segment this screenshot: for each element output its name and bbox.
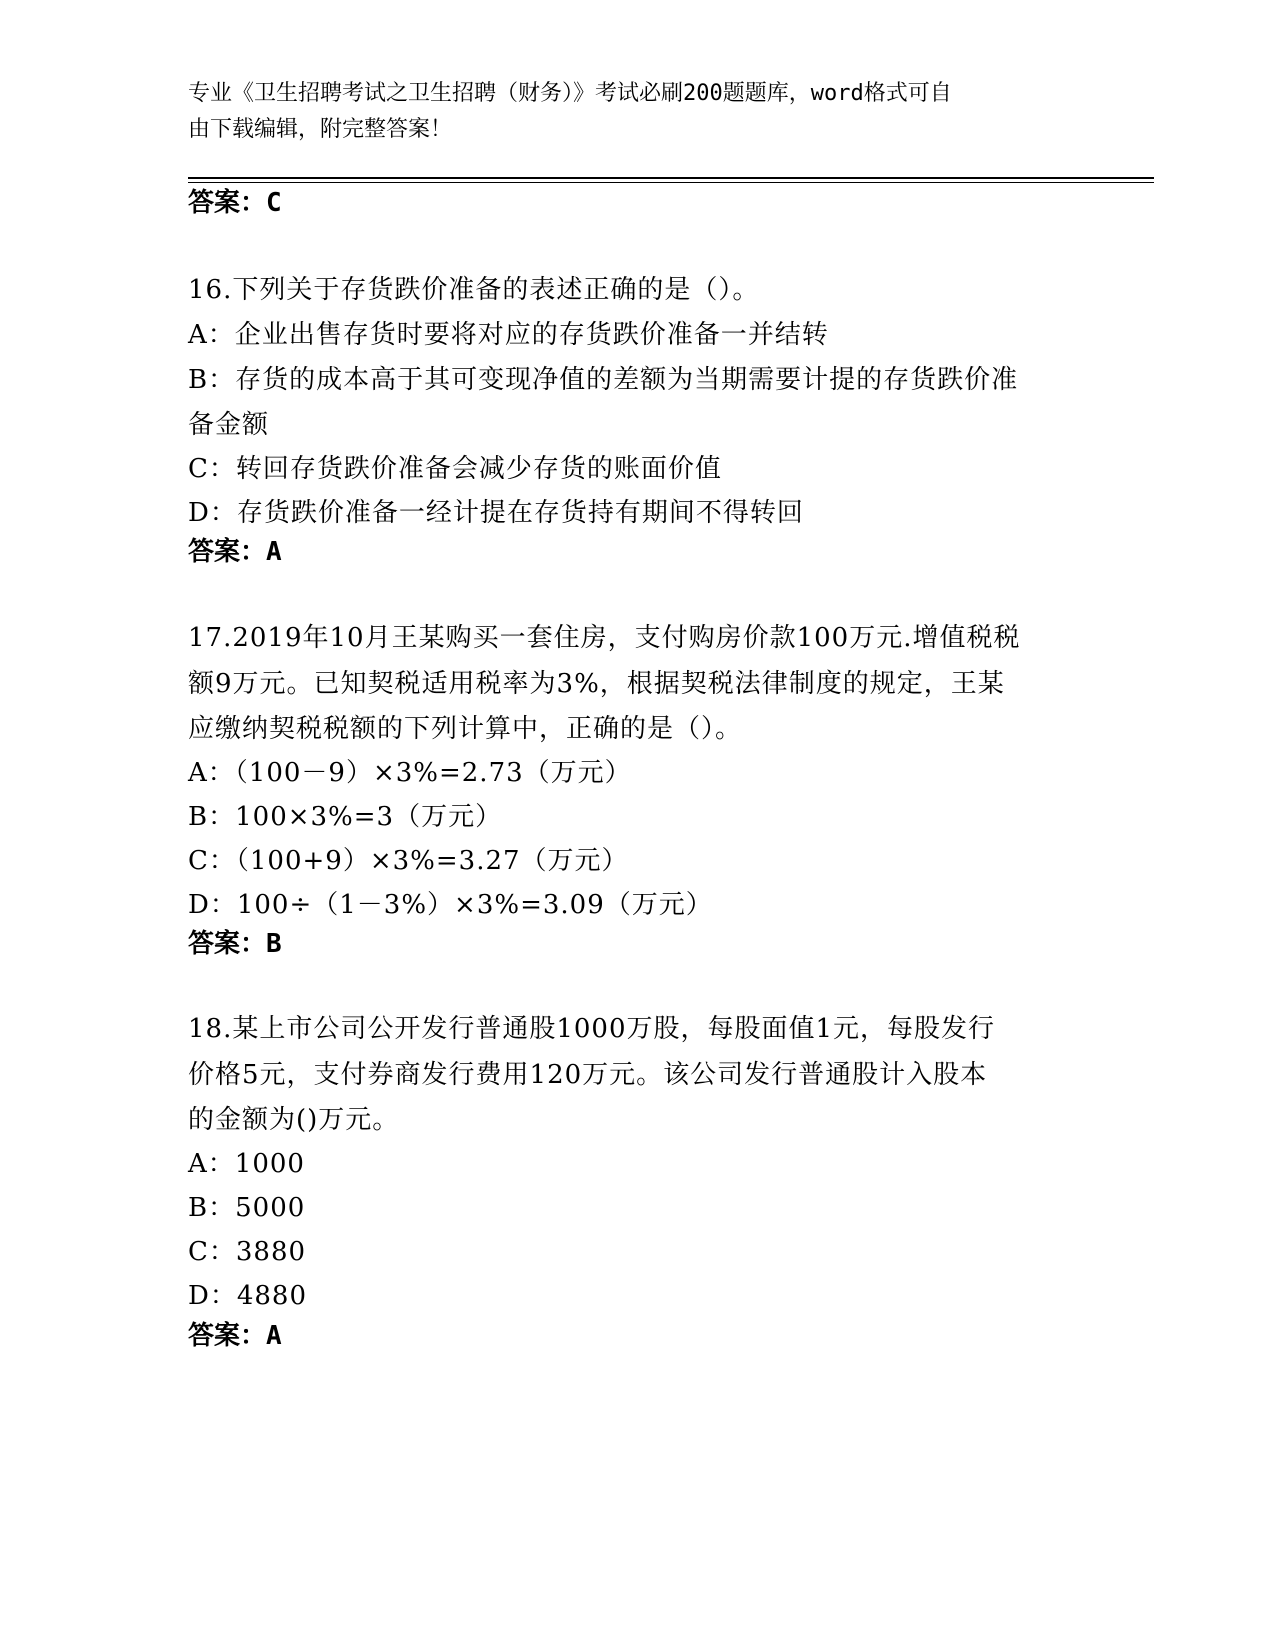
question-17	[188, 615, 1088, 927]
question-stem-line-2: 价格5元，支付券商发行费用120万元。该公司发行普通股计入股本	[188, 1060, 988, 1090]
option-b: B：存货的成本高于其可变现净值的差额为当期需要计提的存货跌价准	[188, 365, 1019, 395]
option-b-continued: 备金额	[188, 410, 270, 440]
question-18	[188, 1006, 1088, 1318]
question-stem-line-1: 18.某上市公司公开发行普通股1000万股，每股面值1元，每股发行	[188, 1014, 996, 1044]
option-c: C：转回存货跌价准备会减少存货的账面价值	[188, 454, 722, 484]
option-d: D：4880	[188, 1281, 308, 1311]
question-stem-line-3: 应缴纳契税税额的下列计算中，正确的是（）。	[188, 714, 743, 744]
question-16	[188, 267, 1088, 535]
answer-16: 答案：A	[188, 537, 282, 567]
document-header	[188, 76, 1068, 148]
question-stem-line-3: 的金额为()万元。	[188, 1105, 400, 1135]
answer-17: 答案：B	[188, 929, 282, 959]
question-stem: 16.下列关于存货跌价准备的表述正确的是（）。	[188, 275, 760, 305]
option-c: C：3880	[188, 1237, 307, 1267]
header-line-1: 专业《卫生招聘考试之卫生招聘（财务）》考试必刷200题题库，word格式可自	[188, 81, 952, 106]
option-d: D：存货跌价准备一经计提在存货持有期间不得转回	[188, 498, 804, 528]
previous-answer: 答案：C	[188, 188, 282, 218]
option-d: D：100÷（1－3%）×3%=3.09（万元）	[188, 890, 713, 920]
option-b: B：100×3%=3（万元）	[188, 802, 503, 832]
option-b: B：5000	[188, 1193, 306, 1223]
option-a: A：1000	[188, 1149, 305, 1179]
option-c: C：（100+9）×3%=3.27（万元）	[188, 846, 629, 876]
question-stem-line-2: 额9万元。已知契税适用税率为3%，根据契税法律制度的规定，王某	[188, 669, 1005, 699]
option-a: A：（100－9）×3%=2.73（万元）	[188, 758, 632, 788]
answer-18: 答案：A	[188, 1321, 282, 1351]
header-line-2: 由下载编辑，附完整答案！	[188, 117, 453, 142]
question-stem-line-1: 17.2019年10月王某购买一套住房，支付购房价款100万元.增值税税	[188, 623, 1021, 653]
option-a: A：企业出售存货时要将对应的存货跌价准备一并结转	[188, 320, 829, 350]
header-rule-thick	[188, 177, 1154, 179]
header-rule-thin	[188, 182, 1154, 183]
